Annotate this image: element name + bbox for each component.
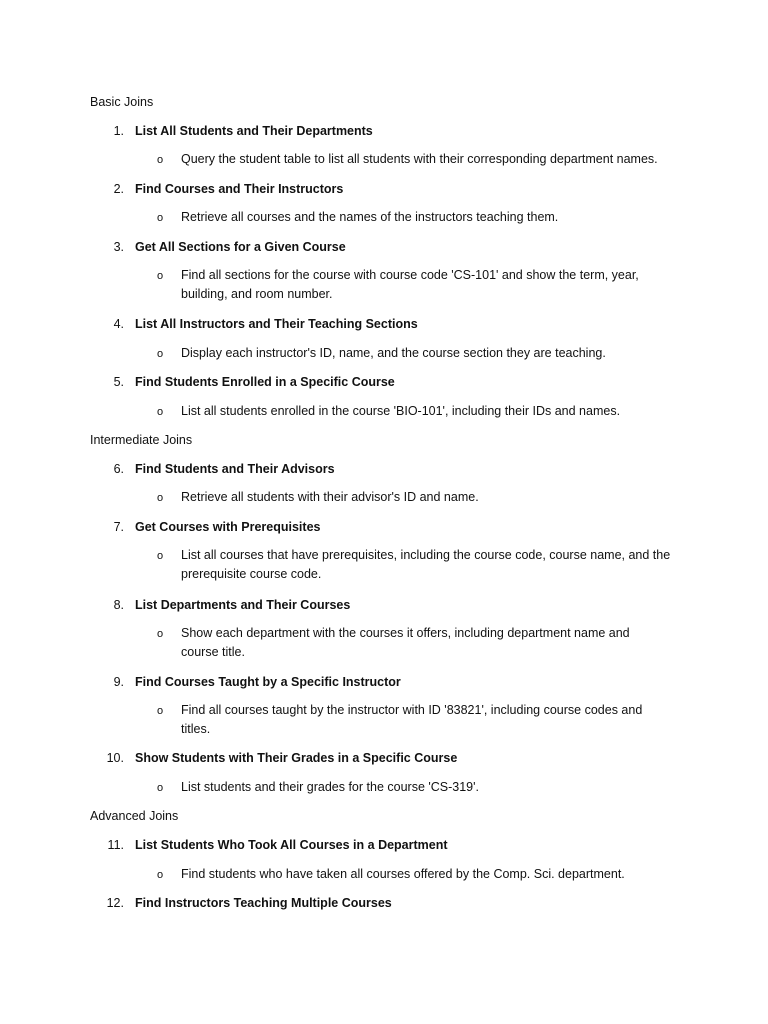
item-description: Display each instructor's ID, name, and the course section they are teaching. [181,346,606,360]
item-title: List Departments and Their Courses [135,598,351,612]
bullet-marker: o [157,628,164,640]
item-number: 8. [113,598,124,612]
item-title: List Students Who Took All Courses in a Department [135,838,448,852]
item-title: Show Students with Their Grades in a Specific Course [135,751,458,765]
item-title: Get Courses with Prerequisites [135,520,321,534]
bullet-marker: o [157,348,164,360]
item-number: 7. [113,520,124,534]
bullet-marker: o [157,705,164,717]
section-heading-advanced-joins: Advanced Joins [90,809,179,823]
item-description: Find all courses taught by the instructor with ID '83821', including course codes and titles. [181,703,643,736]
item-number: 6. [113,462,124,476]
item-description: List students and their grades for the course 'CS-319'. [181,780,479,794]
item-number: 2. [113,182,124,196]
item-title: Find Courses and Their Instructors [135,182,344,196]
item-number: 4. [113,317,124,331]
item-description: Retrieve all courses and the names of the instructors teaching them. [181,210,559,224]
item-title: Find Instructors Teaching Multiple Courses [135,896,392,910]
item-title: Find Students Enrolled in a Specific Course [135,375,395,389]
item-description: Find students who have taken all courses offered by the Comp. Sci. department. [181,867,625,881]
item-number: 5. [113,375,124,389]
bullet-marker: o [157,212,164,224]
bullet-marker: o [157,782,164,794]
item-number: 12. [106,896,124,910]
item-description: List all students enrolled in the course 'BIO-101', including their IDs and names. [181,404,621,418]
item-description: List all courses that have prerequisites, including the course code, course name, and the prerequisite course code. [181,548,671,581]
item-description: Find all sections for the course with course code 'CS-101' and show the term, year, building, and room number. [181,268,639,301]
section-heading-basic-joins: Basic Joins [90,95,154,109]
bullet-marker: o [157,154,164,166]
item-title: Find Courses Taught by a Specific Instructor [135,675,401,689]
item-number: 1. [113,124,124,138]
bullet-marker: o [157,270,164,282]
item-title: List All Students and Their Departments [135,124,373,138]
bullet-marker: o [157,492,164,504]
item-number: 3. [113,240,124,254]
section-heading-intermediate-joins: Intermediate Joins [90,433,193,447]
item-number: 11. [107,838,124,852]
item-number: 9. [113,675,124,689]
item-title: Find Students and Their Advisors [135,462,335,476]
bullet-marker: o [157,869,164,881]
item-description: Query the student table to list all students with their corresponding department names. [181,152,658,166]
bullet-marker: o [157,406,164,418]
bullet-marker: o [157,550,164,562]
item-title: Get All Sections for a Given Course [135,240,346,254]
item-description: Show each department with the courses it offers, including department name and course title. [181,626,630,659]
item-description: Retrieve all students with their advisor's ID and name. [181,490,479,504]
item-number: 10. [106,751,124,765]
item-title: List All Instructors and Their Teaching Sections [135,317,418,331]
